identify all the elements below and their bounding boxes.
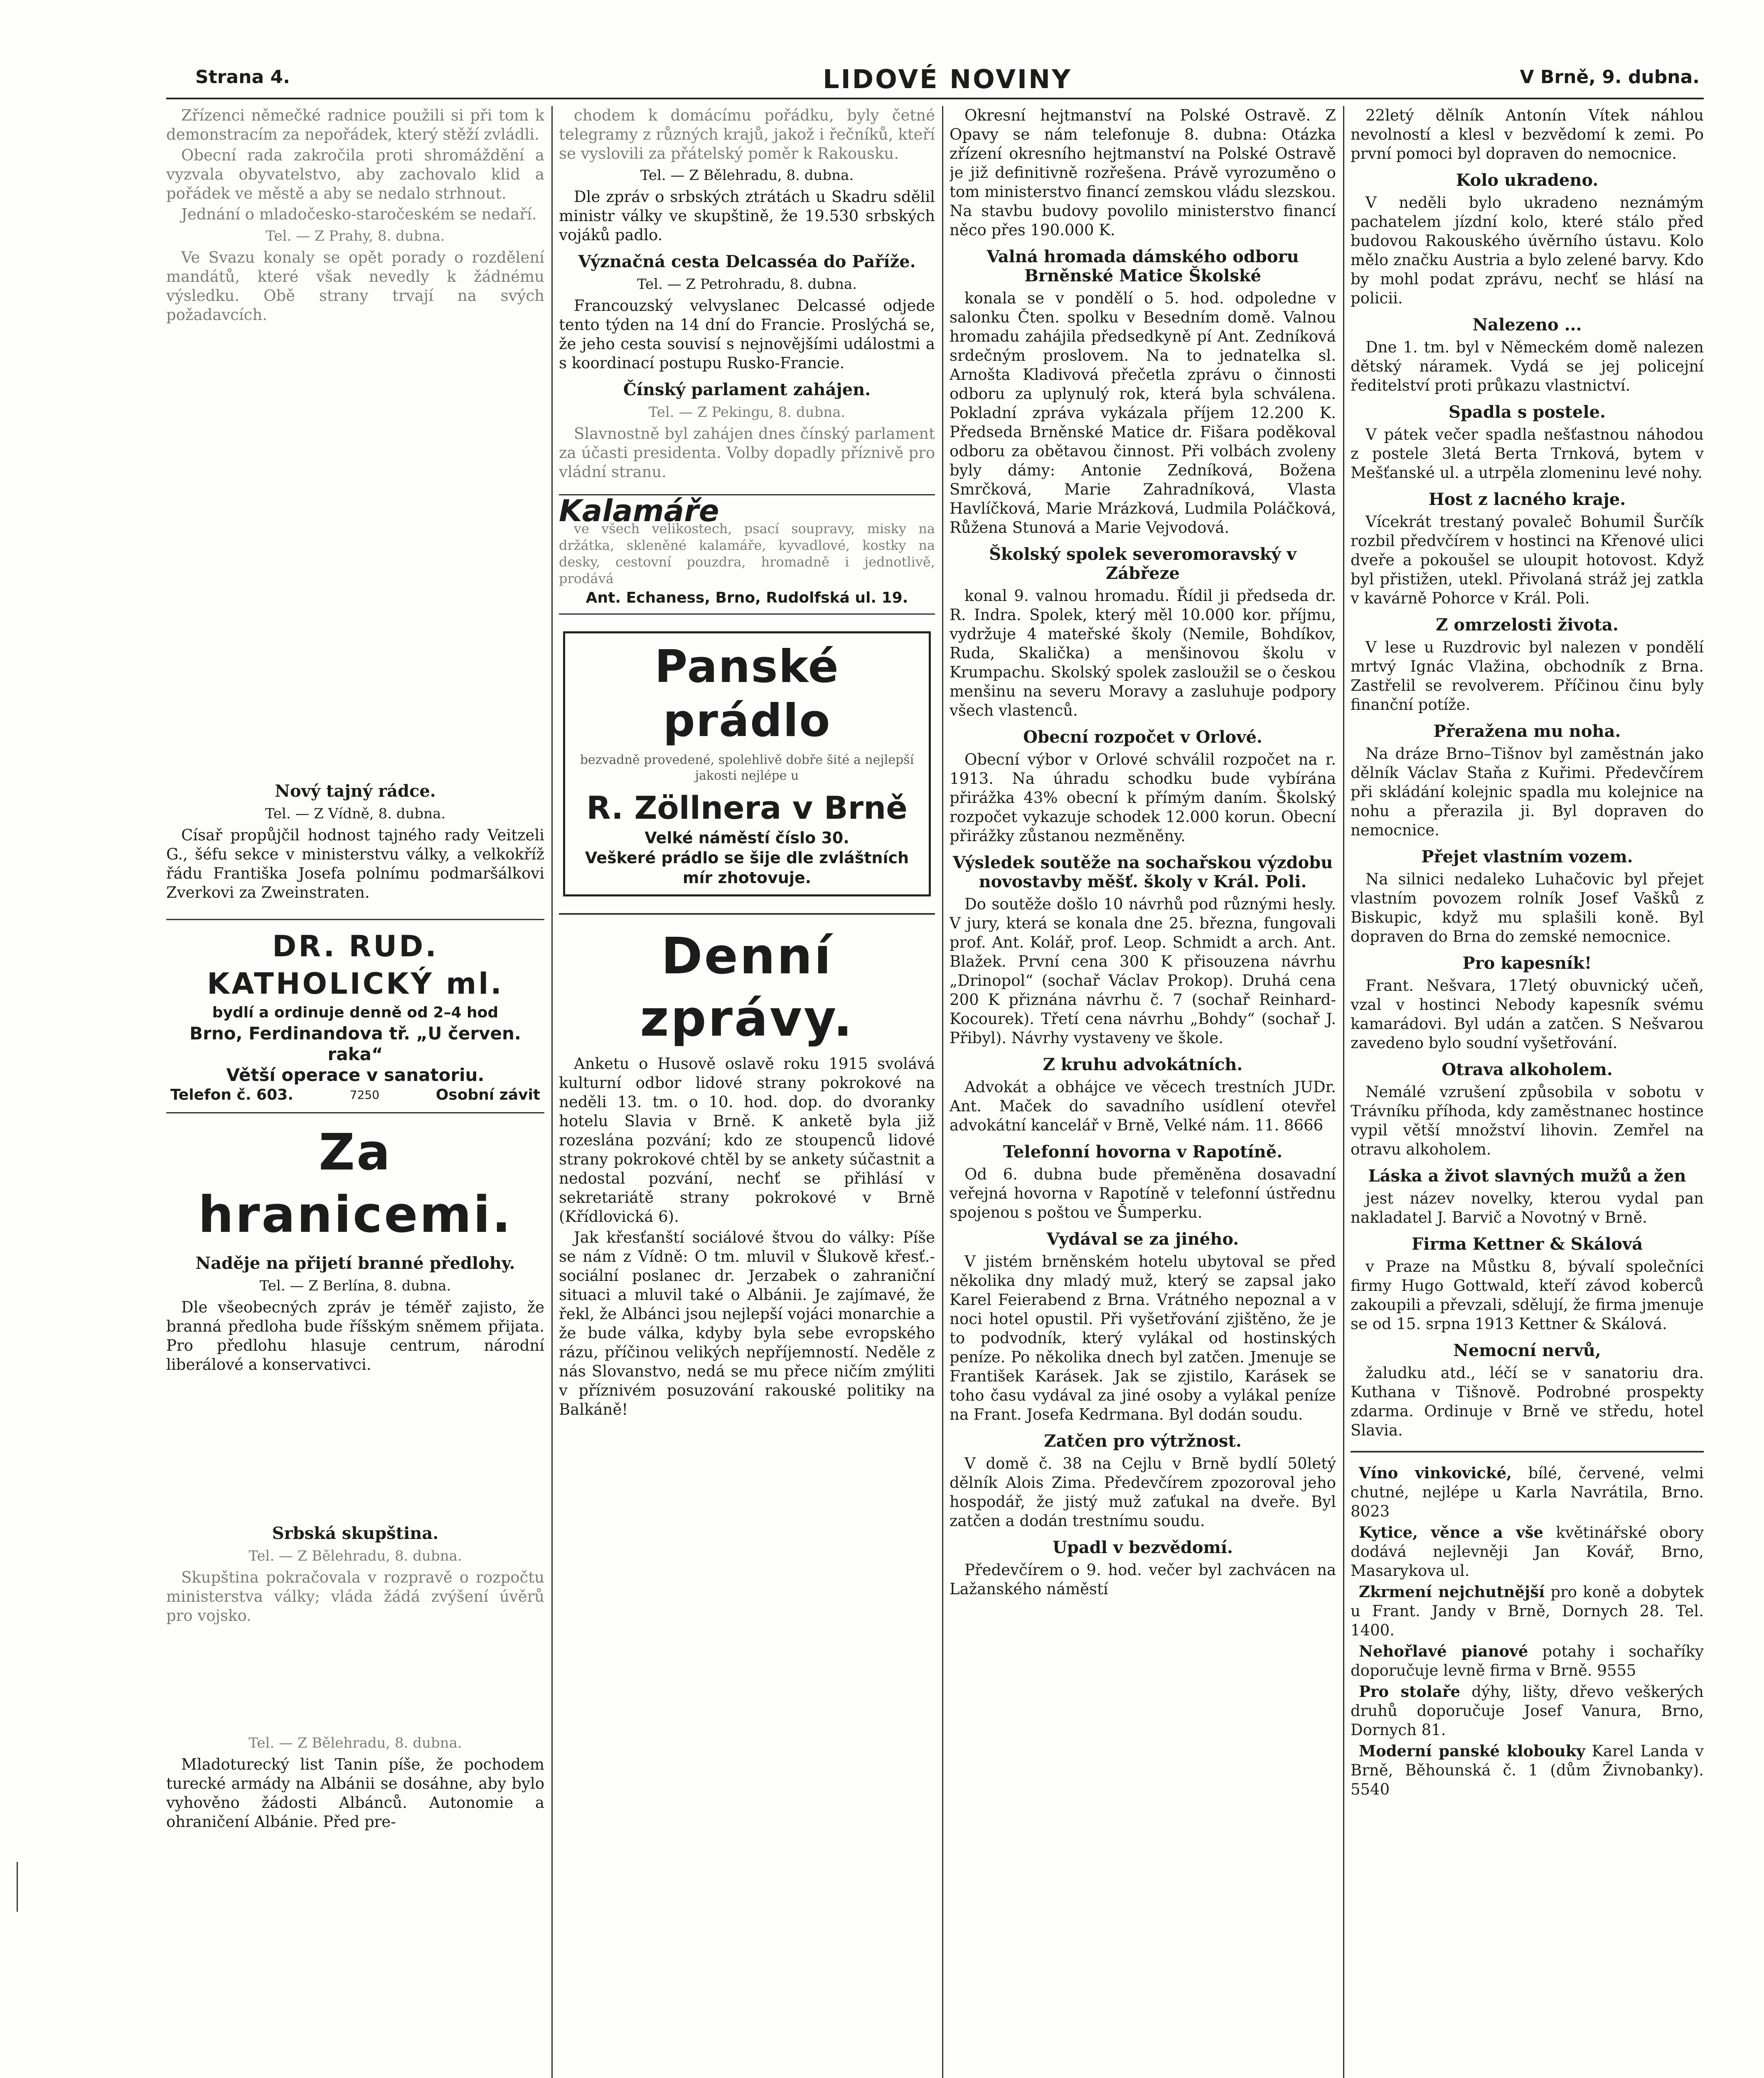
article-text: Obecní rada zakročila proti shromáždění a vyzvala obyvatelstvo, aby zachovalo klid a pořádek ve městě a aby se nedalo strhnout. — [166, 146, 544, 202]
article-heading: Láska a život slavných mužů a žen — [1368, 1166, 1686, 1186]
column-1 — [166, 106, 544, 2078]
article-text: Obecní výbor v Orlové schválil rozpočet na r. 1913. Na úhradu schodku bude vybírána přirážka 43% obecní k přímým daním. Školský rozpočet vykazuje schodek 12.000 korun. Obecní přirážky zůstanou nezměněny. — [950, 751, 1336, 845]
article-text: jest název novelky, kterou vydal pan nakladatel J. Barvič a Novotný v Brně. — [1351, 1189, 1704, 1226]
article-heading: Zatčen pro výtržnost. — [1044, 1431, 1242, 1451]
ad-note: Osobní závit — [435, 1086, 540, 1103]
article-text: Ve Svazu konaly se opět porady o rozdělení mandátů, které však nevedly k žádnému výsledku. Obě strany trvají na svých požadavcích. — [166, 249, 544, 324]
classified-text: Karel Landa v Brně, Běhounská č. 1 (dům Živnobanky). 5540 — [1351, 1742, 1704, 1798]
article-text: 22letý dělník Antonín Vítek náhlou nevolností a klesl v bezvědomí k zemi. Po první pomoci byl dopraven do nemocnice. — [1351, 106, 1704, 162]
ad-line: bydlí a ordinuje denně od 2–4 hod — [212, 1004, 499, 1021]
article-heading: Host z lacného kraje. — [1428, 490, 1626, 509]
article-text: v Praze na Můstku 8, bývalí společníci firmy Hugo Gottwald, kteří závod koberců zakoupili a převzali, sdělují, že firma jmenuje se od 15. srpna 1913 Kettner & Skálová. — [1351, 1258, 1704, 1333]
classified-text: bílé, červené, velmi chutné, nejlépe u Karla Navrátila, Brno. 8023 — [1351, 1464, 1704, 1520]
page-number: Strana 4. — [195, 66, 290, 88]
article-text: Nemálé vzrušení způsobila v sobotu v Trávníku příhoda, kdy zaměstnanec hostince vypil větší množství lihovin. Zemřel na otravu alkoholem. — [1351, 1083, 1704, 1158]
article-text: Dle všeobecných zpráv je téměř zajisto, že branná předloha bude říšským sněmem přijata. Pro předlohu hlasuje centrum, národní liberálové a konservativci. — [166, 1298, 544, 1374]
ad-phone: Telefon č. 603. — [170, 1086, 293, 1103]
article-heading: Výsledek soutěže na sochařskou výzdobu novostavby měšť. školy v Král. Poli. — [952, 853, 1333, 891]
article-text: chodem k domácímu pořádku, byly četné telegramy z různých krajů, jakož i řečníků, kteří se vyslovili za přátelský poměr k Rakousku. — [559, 106, 935, 162]
article-heading: Nemocní nervů, — [1453, 1341, 1601, 1360]
article-text: Slavnostně byl zahájen dnes čínský parlament za účasti presidenta. Volby dopadly příznivě pro vládní stranu. — [559, 425, 935, 481]
article-heading: Nový tajný rádce. — [275, 781, 436, 801]
advertisement-kalamare — [559, 494, 935, 615]
classified-keyword: Víno vinkovické, — [1359, 1464, 1512, 1482]
article-heading: Vydával se za jiného. — [1046, 1229, 1239, 1249]
ad-line: Větší operace v sanatoriu. — [226, 1065, 485, 1085]
article-heading: Přeražena mu noha. — [1433, 721, 1621, 741]
classified-ad — [1351, 1582, 1704, 1640]
issue-date: V Brně, 9. dubna. — [1520, 66, 1700, 88]
article-text: Advokát a obhájce ve věcech trestních JUDr. Ant. Maček do savadního usídlení otevřel advokátní kancelář v Brně, Velké nám. 11. 8666 — [950, 1078, 1336, 1134]
advertisement-panske-pradlo — [563, 631, 931, 896]
article-heading: Kolo ukradeno. — [1456, 170, 1599, 190]
article-text: Anketu o Husově oslavě roku 1915 svolává kulturní odbor lidové strany pokrokové na neděli 13. tm. o 10. hod. dop. do dvoranky hotelu Slavia v Brně. K anketě byla již rozeslána pozvání; kdo ze stoupenců lidové strany pokrokové chtěl by se ankety súčastnit a nedostal pozvání, nechť se přihlásí v sekretariátě strany pokrokové v Brně (Křídlovická 6). — [559, 1055, 935, 1226]
article-text: Dne 1. tm. byl v Německém domě nalezen dětský náramek. Vydá se jej policejní ředitelství proti průkazu vlastnictví. — [1351, 338, 1704, 394]
article-text: Zřízenci němečké radnice použili si při tom k demonstracím za nepořádek, který stěží zvládli. — [166, 106, 544, 143]
ad-line: Brno, Ferdinandova tř. „U červen. raka“ — [189, 1023, 521, 1064]
article-text: Frant. Nešvara, 17letý obuvnický učeň, vzal v hostinci Nebody kapesník svému kamarádovi. Byl udán a zatčen. S Nešvarou zavedeno bylo soudní vyšetřování. — [1351, 977, 1704, 1052]
classified-keyword: Zkrmení nejchutnější — [1359, 1583, 1545, 1601]
article-heading: Firma Kettner & Skálová — [1411, 1234, 1643, 1254]
ad-code: 7250 — [349, 1088, 379, 1102]
ad-name: DR. RUD. KATHOLICKÝ ml. — [207, 929, 504, 1001]
advertisement-katholicky — [166, 919, 544, 1113]
column-4 — [1351, 106, 1704, 2078]
newspaper-title: LIDOVÉ NOVINY — [823, 64, 1072, 94]
article-text: Do soutěže došlo 10 návrhů pod různými hesly. V jury, která se konala dne 25. března, fungovali prof. Ant. Kolář, prof. Leop. Schmidt a arch. Ant. Blažek. První cena 300 K přisouzena návrhu „Drinopol“ (sochař Václav Prokop). Druhá cena 200 K přiznána návrhu č. 7 (sochař Reinhard-Kocourek). Třetí cena návrhu „Bohdy“ (sochař J. Přibyl). Návrhy vystaveny ve škole. — [950, 895, 1336, 1047]
article-text: Mladoturecký list Tanin píše, že pochodem turecké armády na Albánii se dosáhne, aby bylo vyhověno žádosti Albánců. Autonomie a ohraničení Albánie. Před pre- — [166, 1755, 544, 1831]
article-text: V lese u Ruzdrovic byl nalezen v pondělí mrtvý Ignác Vlažina, obchodník z Brna. Zastřelil se revolverem. Příčinou činu byly finanční potíže. — [1351, 638, 1704, 714]
ad-subtitle: bezvadně provedené, spolehlivě dobře šité a nejlepší jakosti nejlépe u — [580, 753, 914, 783]
article-text: Předevčírem o 9. hod. večer byl zachvácen na Lažanského náměstí — [950, 1561, 1336, 1598]
article-text: Jak křesťanští sociálové štvou do války: Píše se nám z Vídně: O tm. mluvil v Šlukově křesť.-sociální poslanec dr. Jerzabek o zahraniční situaci a mluvil také o Albánii. Je zajímavé, že řekl, že Albánci jsou nejlepší vojáci monarchie a že bude válka, kdyby byla sebe evropského rázu, příčinou velikých nepříjemností. Neděle z nás Slovanstvo, nedá se mu přece ničím zmýliti v příznivém posuzování rakouské politiky na Balkáně! — [559, 1229, 935, 1418]
classified-text: pro koně a dobytek u Frant. Jandy v Brně, Dornych 28. Tel. 1400. — [1351, 1583, 1704, 1639]
article-heading: Valná hromada dámského odboru Brněnské Matice Školské — [987, 247, 1299, 286]
masthead — [195, 66, 1700, 96]
article-text: Vícekrát trestaný povaleč Bohumil Šurčík rozbil předvčírem v hostinci na Křenové ulici dveře a pokoušel se uloupit hotovost. Když byl přistižen, utekl. Přivolaná stráž jej zatkla v kavárně Pohorce v Král. Poli. — [1351, 513, 1704, 607]
article-text: Od 6. dubna bude přeměněna dosavadní veřejná hovorna v Rapotíně v telefonní ústřednu spojenou s poštou ve Šumperku. — [950, 1165, 1336, 1221]
dateline: Tel. — Z Pekingu, 8. dubna. — [648, 404, 846, 421]
article-heading: Z kruhu advokátních. — [1043, 1055, 1243, 1074]
column-divider — [1343, 106, 1344, 2078]
classified-keyword: Kytice, věnce a vše — [1359, 1523, 1543, 1541]
article-text: V neděli bylo ukradeno neznámým pachatelem jízdní kolo, které stálo před budovou Rakouského úvěrního ústavu. Kolo mělo značku Austria a bylo zelené barvy. Kdo by mohl podat zprávu, nechť se hlásí na policii. — [1351, 194, 1704, 307]
ad-footer — [166, 1086, 544, 1105]
dateline: Tel. — Z Bělehradu, 8. dubna. — [640, 167, 854, 184]
article-text: Francouzský velvyslanec Delcassé odjede tento týden na 14 dní do Francie. Proslýchá se, že jeho cesta souvisí s nejnovějšími událostmi a s koordinací postupu Rusko-Francie. — [559, 297, 935, 372]
ad-company: R. Zöllnera v Brně — [586, 789, 908, 826]
column-divider — [942, 106, 943, 2078]
classified-ad — [1351, 1463, 1704, 1521]
dateline: Tel. — Z Prahy, 8. dubna. — [266, 228, 445, 244]
dateline: Tel. — Z Vídně, 8. dubna. — [265, 805, 446, 822]
classified-text: květinářské obory dodává nejlevněji Jan Kovář, Brno, Masarykova ul. — [1351, 1524, 1704, 1580]
article-text: Na silnici nedaleko Luhačovic byl přejet vlastním povozem rolník Josef Vašků z Biskupic, když mu splašili koně. Byl dopraven do Brna do zemské nemocnice. — [1351, 870, 1704, 945]
classifieds — [1351, 1463, 1704, 1799]
section-title: Denní zprávy. — [640, 928, 854, 1048]
section-title: Za hranicemi. — [198, 1124, 513, 1244]
column-2 — [559, 106, 935, 2078]
classified-ad — [1351, 1682, 1704, 1740]
article-heading: Naděje na přijetí branné předlohy. — [195, 1253, 515, 1273]
article-heading: Význačná cesta Delcasséa do Paříže. — [578, 252, 916, 271]
article-heading: Srbská skupština. — [272, 1524, 439, 1543]
article-heading: Spadla s postele. — [1449, 402, 1606, 422]
separator — [1351, 1451, 1704, 1453]
article-heading: Přejet vlastním vozem. — [1421, 847, 1633, 867]
article-text: Císař propůjčil hodnost tajného rady Veitzeli G., šéfu sekce v ministerstvu války, a velkokříž řádu Františka Josefa polnímu podmaršálkovi Zverkovi za Zweinstraten. — [166, 826, 544, 901]
article-heading: Pro kapesník! — [1462, 953, 1592, 973]
article-text: žaludku atd., léčí se v sanatoriu dra. Kuthana v Tišnově. Podrobné prospekty zdarma. Ordinuje v Brně ve středu, hotel Slavia. — [1351, 1364, 1704, 1439]
article-heading: Čínský parlament zahájen. — [623, 380, 871, 399]
column-divider — [551, 106, 553, 2078]
article-text: V jistém brněnském hotelu ubytoval se před několika dny mladý muž, který se zapsal jako Karel Feierabend z Brna. Vrátného nepoznal a v noci hotel opustil. Při vyšetřování zjištěno, že je to podvodník, který vylákal od hostinských peníze. Po několika dnech byl zatčen. Jmenuje se František Karásek. Jak se zjistilo, Karásek se toho času vydával za jiné osoby a vylákal peníze na Frant. Josefa Kedrmana. Byl dodán soudu. — [950, 1253, 1336, 1423]
article-text: V pátek večer spadla nešťastnou náhodou z postele 3letá Berta Trnková, bytem v Mešťanské ul. a utrpěla zlomeninu levé nohy. — [1351, 426, 1704, 482]
article-heading: Školský spolek severomoravský v Zábřeze — [989, 544, 1297, 583]
ad-title: Panské prádlo — [654, 641, 839, 747]
dateline: Tel. — Z Berlína, 8. dubna. — [259, 1278, 451, 1294]
article-text: konal 9. valnou hromadu. Řídil ji předseda dr. R. Indra. Spolek, který měl 10.000 kor. příjmu, vydržuje 4 mateřské školy (Nemile, Bohdíkov, Ruda, Skalička) a menšinovou školu v Krumpachu. Skolský spolek zasloužil se o českou menšinu na severu Moravy a zasluhuje podpory všech vlastenců. — [950, 587, 1336, 719]
classified-ad — [1351, 1523, 1704, 1581]
article-heading: Z omrzelosti života. — [1436, 615, 1619, 635]
classified-keyword: Moderní panské klobouky — [1359, 1742, 1585, 1760]
column-3 — [950, 106, 1336, 2078]
dateline: Tel. — Z Bělehradu, 8. dubna. — [248, 1548, 462, 1564]
classified-ad — [1351, 1642, 1704, 1680]
ad-note: Veškeré prádlo se šije dle zvláštních mír zhotovuje. — [585, 849, 909, 887]
article-text: Jednání o mladočesko-staročeském se nedaří. — [181, 205, 537, 223]
ad-address: Ant. Echaness, Brno, Rudolfská ul. 19. — [586, 589, 908, 606]
ad-address: Velké náměstí číslo 30. — [645, 829, 849, 847]
article-text: V domě č. 38 na Cejlu v Brně bydlí 50letý dělník Alois Zima. Předevčírem zpozoroval jeho hospodář, že jistý muž zaťukal na dveře. Byl zatčen a dodán trestnímu soudu. — [950, 1455, 1336, 1530]
article-text: Na dráze Brno–Tišnov byl zaměstnán jako dělník Václav Staňa z Kuřimi. Předevčírem při skládání kolejnic spadla mu kolejnice na nohu a přerazila ji. Byl dopraven do nemocnice. — [1351, 745, 1704, 839]
classified-ad — [1351, 1741, 1704, 1799]
article-heading: Nalezeno ... — [1472, 315, 1582, 335]
article-heading: Obecní rozpočet v Orlové. — [1023, 727, 1262, 747]
article-heading: Otrava alkoholem. — [1442, 1060, 1613, 1079]
classified-text: potahy i sochaříky doporučuje levně firma v Brně. 9555 — [1351, 1642, 1704, 1679]
classified-text: dýhy, lišty, dřevo veškerých druhů doporučuje Josef Vanura, Brno, Dornych 81. — [1351, 1683, 1704, 1739]
article-heading: Telefonní hovorna v Rapotíně. — [1003, 1142, 1283, 1162]
header-rule — [166, 98, 1704, 99]
classified-keyword: Nehořlavé pianové — [1359, 1642, 1528, 1660]
margin-mark — [17, 1862, 18, 1912]
ad-title: Kalamáře — [559, 493, 719, 528]
dateline: Tel. — Z Bělehradu, 8. dubna. — [248, 1735, 462, 1751]
article-text: Skupština pokračovala v rozpravě o rozpočtu ministerstva války; vláda žádá zvýšení úvěrů pro vojsko. — [166, 1568, 544, 1625]
classified-keyword: Pro stolaře — [1359, 1682, 1460, 1701]
article-text: konala se v pondělí o 5. hod. odpoledne v salonku Čten. spolku v Besedním domě. Valnou hromadu zahájila předsedkyně pí Ant. Zedníková srdečným proslovem. Na to jednatelka sl. Arnošta Kladivová přečetla zprávu o činnosti odboru za uplynulý rok, která byla schválena. Pokladní zpráva vykázala příjem 12.200 K. Předseda Brněnské Matice dr. Fišara poděkoval odboru za obětavou činnost. Při volbách zvoleny byly dámy: Antonie Zedníková, Božena Smrčková, Marie Zahradníková, Vlasta Havlíčková, Marie Mrázková, Ludmila Poláčková, Růžena Stunová a Marie Vejvodová. — [950, 289, 1336, 537]
ad-text: ve všech velikostech, psací soupravy, misky na držátka, skleněné kalamáře, kyvadlové, kostky na desky, cestovní pouzdra, hromadně i jednotlivě, prodává — [559, 521, 935, 586]
dateline: Tel. — Z Petrohradu, 8. dubna. — [637, 276, 857, 293]
separator — [559, 913, 935, 915]
article-text: Dle zpráv o srbských ztrátách u Skadru sdělil ministr války ve skupštině, že 19.530 srbských vojáků padlo. — [559, 188, 935, 244]
article-heading: Upadl v bezvědomí. — [1053, 1538, 1233, 1557]
article-text: Okresní hejtmanství na Polské Ostravě. Z Opavy se nám telefonuje 8. dubna: Otázka zřízení okresního hejtmanství na Polské Ostravě je již definitivně rozřešena. Právě vyrozuměno o tom ministerstvo financí zemskou vládu slezskou. Na stavbu budovy povolilo ministerstvo financí něco přes 190.000 K. — [950, 106, 1336, 239]
